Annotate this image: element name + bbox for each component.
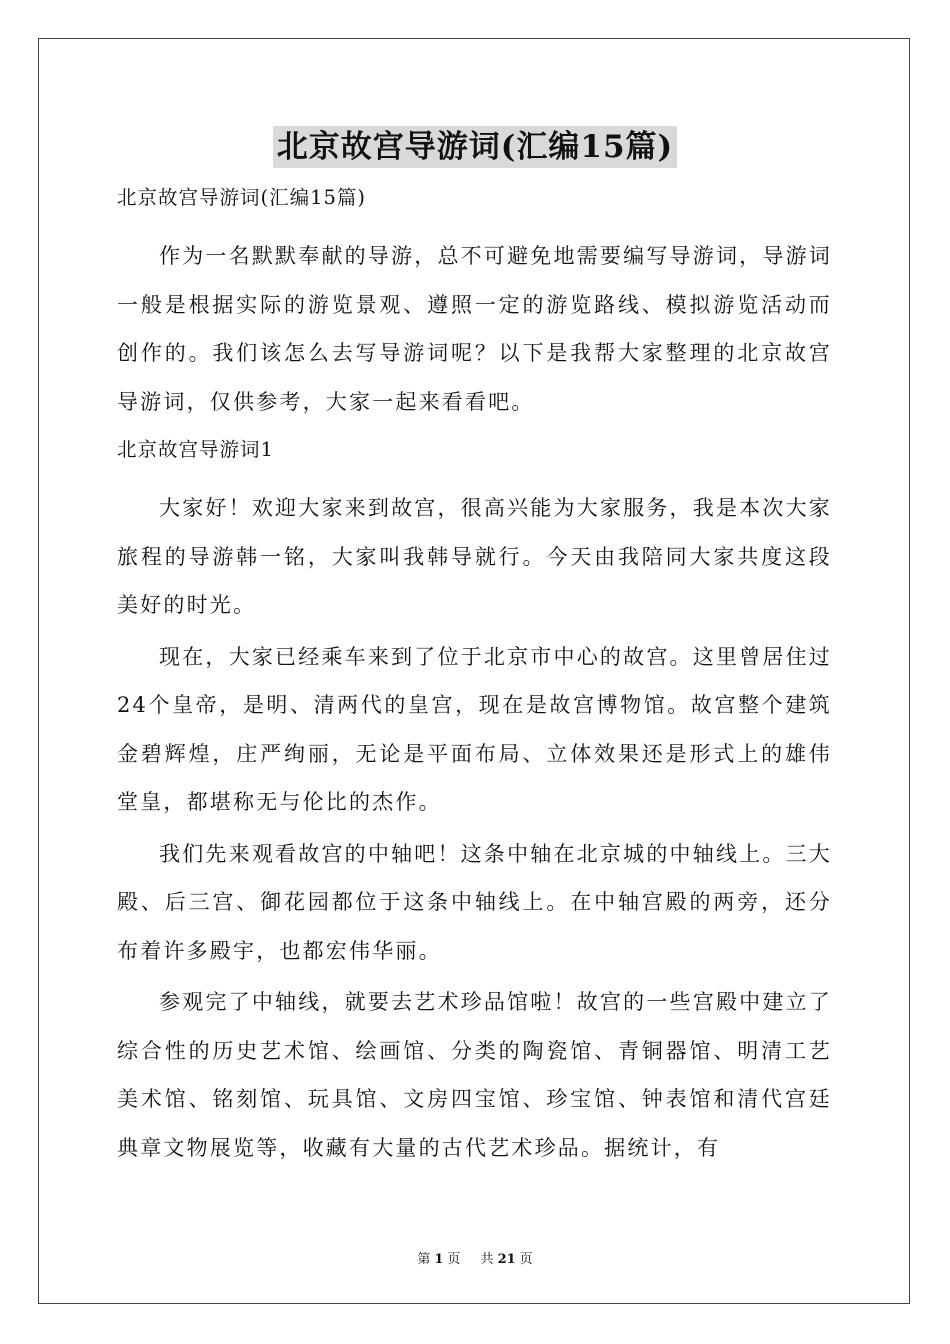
document-body	[117, 178, 832, 1175]
intro-paragraph: 作为一名默默奉献的导游，总不可避免地需要编写导游词，导游词一般是根据实际的游览景观、遵照一定的游览路线、模拟游览活动而创作的。我们该怎么去写导游词呢？以下是我帮大家整理的北京故宫导游词，仅供参考，大家一起来看看吧。	[117, 244, 832, 414]
document-title: 北京故宫导游词(汇编15篇)	[273, 126, 677, 168]
page-number: 第 1 页	[417, 1252, 461, 1267]
section-heading: 北京故宫导游词1	[117, 438, 274, 461]
title-area	[0, 126, 950, 168]
body-paragraph-2: 现在，大家已经乘车来到了位于北京市中心的故宫。这里曾居住过24个皇帝，是明、清两代的皇宫，现在是故宫博物馆。故宫整个建筑金碧辉煌，庄严绚丽，无论是平面布局、立体效果还是形式上的雄伟堂皇，都堪称无与伦比的杰作。	[117, 644, 832, 814]
page-footer	[0, 1248, 950, 1267]
body-paragraph-3: 我们先来观看故宫的中轴吧！这条中轴在北京城的中轴线上。三大殿、后三宫、御花园都位于这条中轴线上。在中轴宫殿的两旁，还分布着许多殿宇，也都宏伟华丽。	[117, 841, 832, 963]
body-paragraph-1: 大家好！欢迎大家来到故宫，很高兴能为大家服务，我是本次大家旅程的导游韩一铭，大家叫我韩导就行。今天由我陪同大家共度这段美好的时光。	[117, 496, 832, 617]
document-subtitle: 北京故宫导游词(汇编15篇)	[117, 186, 367, 209]
body-paragraph-4: 参观完了中轴线，就要去艺术珍品馆啦！故宫的一些宫殿中建立了综合性的历史艺术馆、绘画馆、分类的陶瓷馆、青铜器馆、明清工艺美术馆、铭刻馆、玩具馆、文房四宝馆、珍宝馆、钟表馆和清代宫廷典章文物展览等，收藏有大量的古代艺术珍品。据统计，有	[117, 990, 832, 1160]
page-total: 共 21 页	[480, 1252, 533, 1267]
